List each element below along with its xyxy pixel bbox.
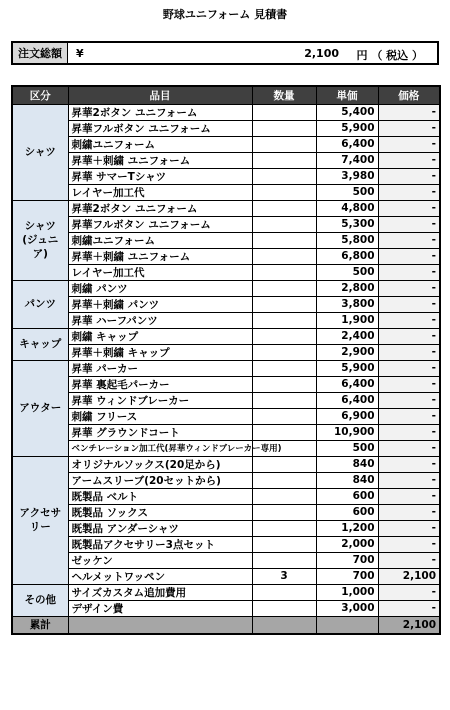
- price-cell: -: [378, 344, 440, 360]
- price-cell: -: [378, 328, 440, 344]
- price-cell: -: [378, 520, 440, 536]
- price-cell: -: [378, 200, 440, 216]
- quantity-cell: [252, 376, 316, 392]
- category-cell: シャツ (ジュニア): [12, 200, 68, 280]
- item-cell: 既製品アクセサリー3点セット: [68, 536, 252, 552]
- item-cell: 既製品 ベルト: [68, 488, 252, 504]
- quantity-cell: [252, 200, 316, 216]
- price-cell: -: [378, 120, 440, 136]
- quantity-cell: [252, 104, 316, 120]
- price-cell: -: [378, 232, 440, 248]
- quantity-cell: [252, 168, 316, 184]
- table-row: [12, 312, 440, 328]
- item-cell: ヘルメットワッペン: [68, 568, 252, 584]
- unit-price-cell: 6,900: [316, 408, 378, 424]
- item-cell: 昇華フルボタン ユニフォーム: [68, 216, 252, 232]
- table-row: [12, 280, 440, 296]
- unit-price-cell: 500: [316, 184, 378, 200]
- unit-price-cell: 1,000: [316, 584, 378, 600]
- unit-price-cell: 3,000: [316, 600, 378, 616]
- table-body: [12, 104, 440, 616]
- page-title: 野球ユニフォーム 見積書: [162, 8, 288, 21]
- table-row: [12, 184, 440, 200]
- unit-price-cell: 840: [316, 456, 378, 472]
- price-cell: -: [378, 168, 440, 184]
- item-cell: 昇華＋刺繍 ユニフォーム: [68, 152, 252, 168]
- price-cell: -: [378, 424, 440, 440]
- unit-price-cell: 500: [316, 440, 378, 456]
- table-row: [12, 504, 440, 520]
- table-row: [12, 376, 440, 392]
- table-row: [12, 536, 440, 552]
- quantity-cell: [252, 312, 316, 328]
- category-cell: アウター: [12, 360, 68, 456]
- table-row: [12, 232, 440, 248]
- unit-price-cell: 6,400: [316, 376, 378, 392]
- total-blank: [68, 616, 252, 634]
- unit-price-cell: 5,900: [316, 120, 378, 136]
- table-row: [12, 600, 440, 616]
- price-cell: -: [378, 296, 440, 312]
- total-blank: [316, 616, 378, 634]
- unit-price-cell: 700: [316, 552, 378, 568]
- item-cell: 昇華＋刺繍 パンツ: [68, 296, 252, 312]
- quantity-cell: [252, 216, 316, 232]
- table-row: [12, 456, 440, 472]
- quantity-cell: [252, 520, 316, 536]
- table-row: [12, 344, 440, 360]
- quantity-cell: [252, 552, 316, 568]
- quantity-cell: 3: [252, 568, 316, 584]
- price-cell: -: [378, 136, 440, 152]
- unit-price-cell: 6,800: [316, 248, 378, 264]
- table-row: [12, 392, 440, 408]
- table-row: [12, 584, 440, 600]
- price-cell: -: [378, 584, 440, 600]
- item-cell: ベンチレーション加工代(昇華ウィンドブレーカー専用): [68, 440, 252, 456]
- item-cell: サイズカスタム追加費用: [68, 584, 252, 600]
- tax-note: 円 （ 税込 ）: [356, 49, 423, 62]
- price-cell: -: [378, 184, 440, 200]
- quantity-cell: [252, 280, 316, 296]
- unit-price-cell: 1,200: [316, 520, 378, 536]
- unit-price-cell: 600: [316, 504, 378, 520]
- order-total-box: [11, 41, 439, 65]
- quantity-cell: [252, 296, 316, 312]
- table-row: [12, 552, 440, 568]
- unit-price-cell: 3,800: [316, 296, 378, 312]
- quantity-cell: [252, 152, 316, 168]
- unit-price-cell: 500: [316, 264, 378, 280]
- unit-price-cell: 700: [316, 568, 378, 584]
- table-row: [12, 168, 440, 184]
- order-total-body: [68, 43, 437, 63]
- quantity-cell: [252, 232, 316, 248]
- table-row: [12, 296, 440, 312]
- item-cell: 既製品 ソックス: [68, 504, 252, 520]
- item-cell: 昇華＋刺繍 キャップ: [68, 344, 252, 360]
- item-cell: デザイン費: [68, 600, 252, 616]
- item-cell: 刺繍ユニフォーム: [68, 136, 252, 152]
- header-price: 価格: [378, 86, 440, 104]
- unit-price-cell: 7,400: [316, 152, 378, 168]
- item-cell: 昇華 ハーフパンツ: [68, 312, 252, 328]
- quantity-cell: [252, 456, 316, 472]
- item-cell: 昇華 グラウンドコート: [68, 424, 252, 440]
- header-unit-price: 単価: [316, 86, 378, 104]
- estimate-table: [11, 85, 441, 635]
- quantity-cell: [252, 424, 316, 440]
- quantity-cell: [252, 600, 316, 616]
- quantity-cell: [252, 264, 316, 280]
- unit-price-cell: 6,400: [316, 392, 378, 408]
- item-cell: 昇華＋刺繍 ユニフォーム: [68, 248, 252, 264]
- order-total-label: 注文総額: [13, 43, 68, 63]
- table-row: [12, 568, 440, 584]
- unit-price-cell: 600: [316, 488, 378, 504]
- item-cell: オリジナルソックス(20足から): [68, 456, 252, 472]
- total-price: 2,100: [378, 616, 440, 634]
- category-cell: その他: [12, 584, 68, 616]
- price-cell: -: [378, 472, 440, 488]
- item-cell: 昇華フルボタン ユニフォーム: [68, 120, 252, 136]
- item-cell: ゼッケン: [68, 552, 252, 568]
- category-cell: アクセサリー: [12, 456, 68, 584]
- price-cell: -: [378, 360, 440, 376]
- quantity-cell: [252, 328, 316, 344]
- quantity-cell: [252, 408, 316, 424]
- quantity-cell: [252, 360, 316, 376]
- table-row: [12, 424, 440, 440]
- price-cell: -: [378, 376, 440, 392]
- quantity-cell: [252, 248, 316, 264]
- table-row: [12, 120, 440, 136]
- unit-price-cell: 10,900: [316, 424, 378, 440]
- price-cell: -: [378, 280, 440, 296]
- item-cell: 昇華2ボタン ユニフォーム: [68, 104, 252, 120]
- yen-symbol: ¥: [76, 47, 84, 60]
- item-cell: 刺繍 キャップ: [68, 328, 252, 344]
- table-header-row: [12, 86, 440, 104]
- quantity-cell: [252, 136, 316, 152]
- unit-price-cell: 4,800: [316, 200, 378, 216]
- table-row: [12, 328, 440, 344]
- table-row: [12, 472, 440, 488]
- price-cell: -: [378, 536, 440, 552]
- price-cell: -: [378, 600, 440, 616]
- table-row: [12, 408, 440, 424]
- price-cell: -: [378, 440, 440, 456]
- item-cell: 昇華 ウィンドブレーカー: [68, 392, 252, 408]
- table-row: [12, 104, 440, 120]
- total-row: [12, 616, 440, 634]
- header-category: 区分: [12, 86, 68, 104]
- category-cell: パンツ: [12, 280, 68, 328]
- unit-price-cell: 2,900: [316, 344, 378, 360]
- price-cell: -: [378, 152, 440, 168]
- unit-price-cell: 5,900: [316, 360, 378, 376]
- unit-price-cell: 2,800: [316, 280, 378, 296]
- table-row: [12, 216, 440, 232]
- price-cell: -: [378, 216, 440, 232]
- table-row: [12, 488, 440, 504]
- item-cell: 昇華 裏起毛パーカー: [68, 376, 252, 392]
- quantity-cell: [252, 504, 316, 520]
- price-cell: -: [378, 248, 440, 264]
- price-cell: -: [378, 408, 440, 424]
- unit-price-cell: 3,980: [316, 168, 378, 184]
- total-label: 累計: [12, 616, 68, 634]
- table-row: [12, 200, 440, 216]
- quantity-cell: [252, 536, 316, 552]
- quantity-cell: [252, 344, 316, 360]
- unit-price-cell: 5,800: [316, 232, 378, 248]
- item-cell: 昇華 サマーTシャツ: [68, 168, 252, 184]
- item-cell: 刺繍 フリース: [68, 408, 252, 424]
- total-blank: [252, 616, 316, 634]
- item-cell: 刺繍 パンツ: [68, 280, 252, 296]
- price-cell: -: [378, 488, 440, 504]
- category-cell: シャツ: [12, 104, 68, 200]
- item-cell: レイヤー加工代: [68, 184, 252, 200]
- unit-price-cell: 6,400: [316, 136, 378, 152]
- table-row: [12, 136, 440, 152]
- table-row: [12, 360, 440, 376]
- unit-price-cell: 5,400: [316, 104, 378, 120]
- category-cell: キャップ: [12, 328, 68, 360]
- unit-price-cell: 840: [316, 472, 378, 488]
- price-cell: -: [378, 456, 440, 472]
- price-cell: -: [378, 552, 440, 568]
- quantity-cell: [252, 472, 316, 488]
- table-row: [12, 440, 440, 456]
- header-item: 品目: [68, 86, 252, 104]
- table-row: [12, 264, 440, 280]
- table-row: [12, 152, 440, 168]
- price-cell: -: [378, 392, 440, 408]
- price-cell: -: [378, 104, 440, 120]
- price-cell: 2,100: [378, 568, 440, 584]
- table-row: [12, 248, 440, 264]
- quantity-cell: [252, 184, 316, 200]
- item-cell: レイヤー加工代: [68, 264, 252, 280]
- item-cell: 既製品 アンダーシャツ: [68, 520, 252, 536]
- item-cell: 昇華 パーカー: [68, 360, 252, 376]
- item-cell: アームスリーブ(20セットから): [68, 472, 252, 488]
- price-cell: -: [378, 312, 440, 328]
- quantity-cell: [252, 488, 316, 504]
- price-cell: -: [378, 264, 440, 280]
- order-total-amount: 2,100: [304, 47, 339, 60]
- unit-price-cell: 2,000: [316, 536, 378, 552]
- quantity-cell: [252, 584, 316, 600]
- quantity-cell: [252, 392, 316, 408]
- unit-price-cell: 5,300: [316, 216, 378, 232]
- header-quantity: 数量: [252, 86, 316, 104]
- unit-price-cell: 2,400: [316, 328, 378, 344]
- item-cell: 刺繍ユニフォーム: [68, 232, 252, 248]
- quantity-cell: [252, 120, 316, 136]
- table-row: [12, 520, 440, 536]
- unit-price-cell: 1,900: [316, 312, 378, 328]
- item-cell: 昇華2ボタン ユニフォーム: [68, 200, 252, 216]
- price-cell: -: [378, 504, 440, 520]
